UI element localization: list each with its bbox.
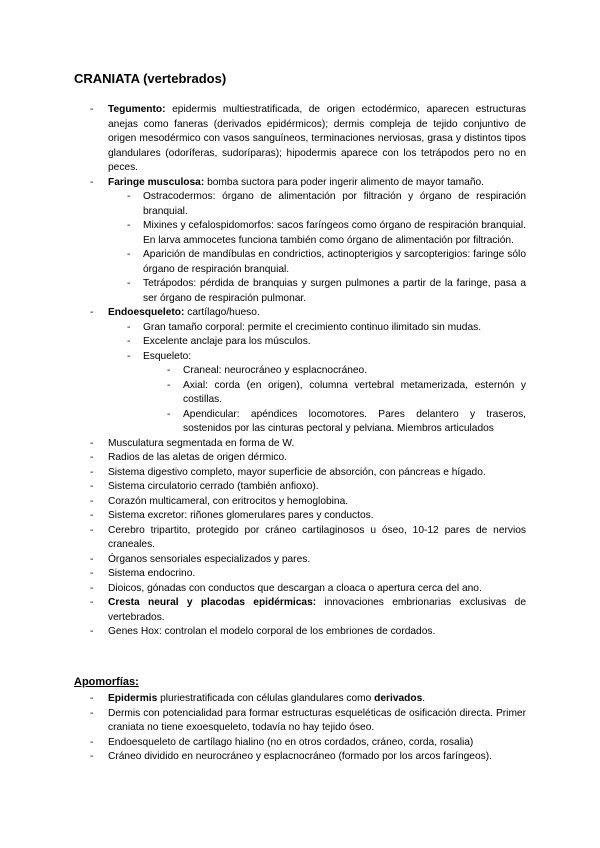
list-item: - Epidermis pluriestratificada con células glandulares como derivados. xyxy=(90,693,426,704)
list-item: - Tegumento: epidermis multiestratificada, de origen ectodérmico, aparecen estructuras anejas como faneras (derivados epidérmicos); dermis compleja de tejido conjuntivo de origen mesodérmico con vasos sanguíneos, terminaciones nerviosas, grasa y distintos tipos glandulares (odoríferas, sudoríparas); hipodermis aparece con los tetrápodos pero no en peces. xyxy=(90,104,526,173)
list-item: - Dioicos, gónadas con conductos que descargan a cloaca o apertura cerca del ano. xyxy=(90,582,482,594)
list-item: - Gran tamaño corporal: permite el crecimiento continuo ilimitado sin mudas. xyxy=(127,321,482,333)
list-item: - Faringe musculosa: bomba suctora para poder ingerir alimento de mayor tamaño. - Ostracodermos: órgano de alimentación por filtración y órgano de respiración branquial. - Mixines y cefalospidomorfos: sacos faríngeos como órgano de respiración branquial. En larva ammocetes funciona también como órgano de alimentación por filtración. - Aparición de mandíbulas en condrictios, actinopterigios y sarcopterigios: faringe sólo órgano de respiración branquial. - Tetrápodos: pérdida de branquias y surgen pulmones a partir de la faringe, pasa a ser órgano de respiración pulmonar. xyxy=(108,176,526,307)
list-item: - Dermis con potencialidad para formar estructuras esqueléticas de osificación directa. Primer craniata no tiene exoesqueleto, todavía no hay tejido óseo. xyxy=(90,707,526,733)
list-item: - Excelente anclaje para los músculos. xyxy=(127,336,311,347)
characteristics-list xyxy=(90,103,526,640)
list-item: - Craneal: neurocráneo y esplacnocráneo. xyxy=(167,365,368,376)
list-item: - Radios de las aletas de origen dérmico. xyxy=(90,452,287,463)
page-title: CRANIATA (vertebrados) xyxy=(74,71,227,86)
list-item: - Axial: corda (en origen), columna vertebral metamerizada, esternón y costillas. xyxy=(167,379,526,405)
list-item: - Endoesqueleto: cartílago/hueso. - Gran tamaño corporal: permite el crecimiento continuo ilimitado sin mudas. - Excelente anclaje para los músculos. - Esqueleto: - Craneal: neurocráneo y esplacnocráneo. - Axial: corda (en origen), columna vertebral metamerizada, esternón y costillas. - Apendicular: apéndices locomotores. Pares delantero y traseros, sostenidos por las cinturas pectoral y pelviana. Miembros articulados xyxy=(108,306,526,437)
sublist xyxy=(167,364,526,437)
sublist xyxy=(127,321,526,437)
list-item: - Esqueleto: - Craneal: neurocráneo y esplacnocráneo. - Axial: corda (en origen), columna vertebral metamerizada, esternón y costillas. - Apendicular: apéndices locomotores. Pares delantero y traseros, sostenidos por las cinturas pectoral y pelviana. Miembros articulados xyxy=(143,350,526,437)
list-item: - Genes Hox: controlan el modelo corporal de los embriones de cordados. xyxy=(90,626,436,637)
list-item: - Órganos sensoriales especializados y pares. xyxy=(90,553,311,565)
list-item: - Corazón multicameral, con eritrocitos y hemoglobina. xyxy=(90,495,349,507)
list-item: - Apendicular: apéndices locomotores. Pares delantero y traseros, sostenidos por las cinturas pectoral y pelviana. Miembros articulados xyxy=(167,408,526,434)
list-item: - Aparición de mandíbulas en condrictios, actinopterigios y sarcopterigios: faringe sólo órgano de respiración branquial. xyxy=(127,249,526,275)
list-item: - Endoesqueleto de cartílago hialino (no en otros cordados, cráneo, corda, rosalia) xyxy=(90,736,474,748)
list-item: - Tetrápodos: pérdida de branquias y surgen pulmones a partir de la faringe, pasa a ser órgano de respiración pulmonar. xyxy=(127,278,526,304)
apomorfias-list xyxy=(90,692,526,765)
list-item: - Mixines y cefalospidomorfos: sacos faríngeos como órgano de respiración branquial. En larva ammocetes funciona también como órgano de alimentación por filtración. xyxy=(127,220,526,246)
section-heading-apomorfias: Apomorfías: xyxy=(74,676,139,688)
list-item: - Sistema excretor: riñones glomerulares pares y conductos. xyxy=(90,510,374,521)
sublist xyxy=(127,190,526,306)
list-item: - Sistema digestivo completo, mayor superficie de absorción, con páncreas e hígado. xyxy=(90,466,486,478)
list-item: - Ostracodermos: órgano de alimentación por filtración y órgano de respiración branquial. xyxy=(127,191,526,217)
list-item: - Sistema circulatorio cerrado (también anfioxo). xyxy=(90,481,319,492)
list-item: - Musculatura segmentada en forma de W. xyxy=(90,437,295,449)
list-item: - Cerebro tripartito, protegido por cráneo cartilaginosos u óseo, 10-12 pares de nervios craneales. xyxy=(90,524,526,550)
list-item: - Sistema endocrino. xyxy=(90,568,196,579)
list-item: - Cráneo dividido en neurocráneo y esplacnocráneo (formado por los arcos faríngeos). xyxy=(90,751,492,762)
list-item: - Cresta neural y placodas epidérmicas: innovaciones embrionarias exclusivas de vertebrados. xyxy=(90,597,526,623)
